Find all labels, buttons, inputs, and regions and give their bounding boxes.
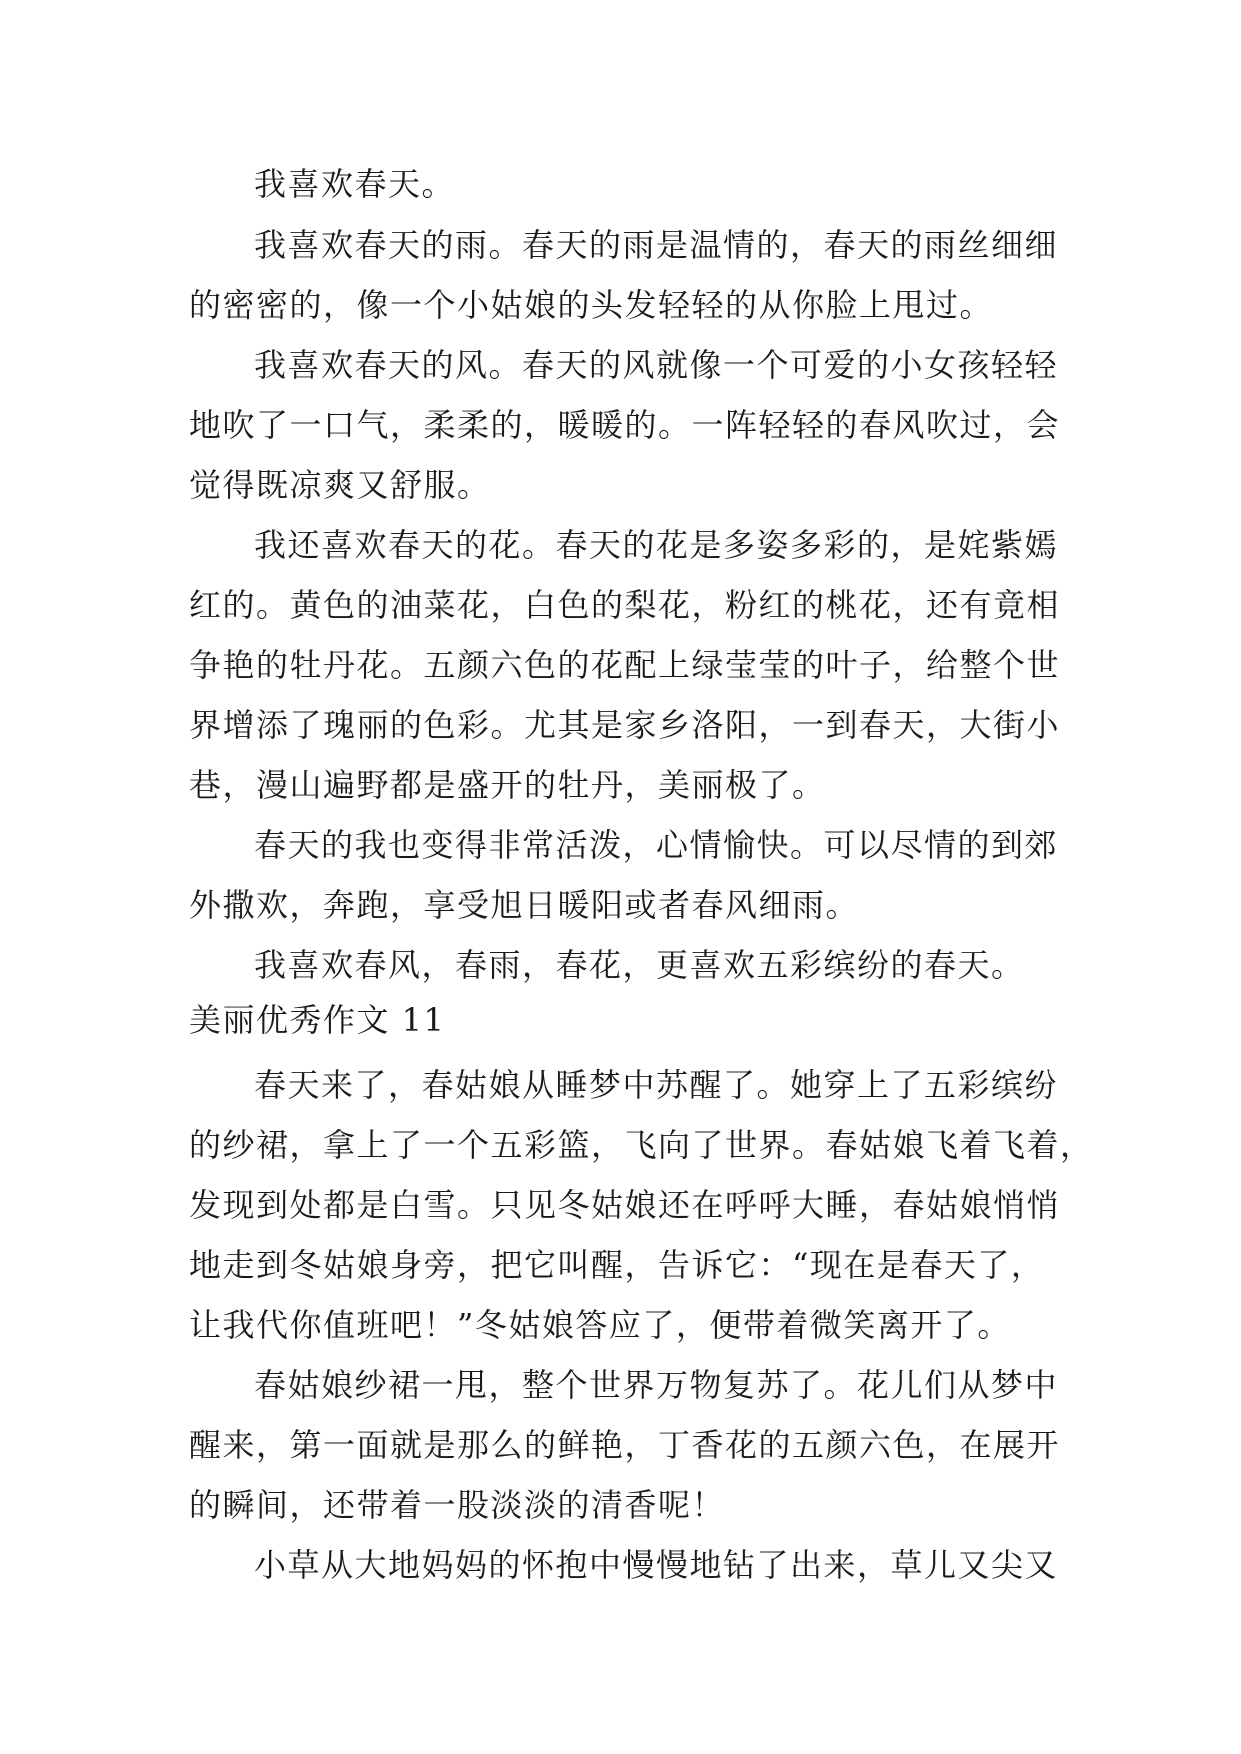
paragraph-line: 春天的我也变得非常活泼，心情愉快。可以尽情的到郊: [254, 826, 1059, 864]
paragraph-line: 界增添了瑰丽的色彩。尤其是家乡洛阳，一到春天，大街小: [189, 706, 1061, 744]
paragraph-line: 巷，漫山遍野都是盛开的牡丹，美丽极了。: [189, 766, 826, 804]
paragraph-line: 让我代你值班吧！”冬姑娘答应了，便带着微笑离开了。: [189, 1306, 1011, 1344]
paragraph-line: 我喜欢春天的风。春天的风就像一个可爱的小女孩轻轻: [254, 346, 1059, 384]
paragraph-line: 的密密的，像一个小姑娘的头发轻轻的从你脸上甩过。: [189, 286, 994, 324]
paragraph-line: 我喜欢春天的雨。春天的雨是温情的，春天的雨丝细细: [254, 226, 1059, 264]
paragraph-line: 的纱裙，拿上了一个五彩篮，飞向了世界。春姑娘飞着飞着，: [189, 1126, 1094, 1164]
paragraph-line: 地吹了一口气，柔柔的，暖暖的。一阵轻轻的春风吹过，会: [189, 406, 1061, 444]
paragraph-line: 的瞬间，还带着一股淡淡的清香呢！: [189, 1486, 726, 1524]
paragraph-line: 红的。黄色的油菜花，白色的梨花，粉红的桃花，还有竟相: [189, 586, 1061, 624]
paragraph-line: 小草从大地妈妈的怀抱中慢慢地钻了出来，草儿又尖又: [254, 1546, 1059, 1584]
paragraph-line: 春天来了，春姑娘从睡梦中苏醒了。她穿上了五彩缤纷: [254, 1066, 1059, 1104]
paragraph-line: 醒来，第一面就是那么的鲜艳，丁香花的五颜六色，在展开: [189, 1426, 1061, 1464]
paragraph-line: 我喜欢春天。: [254, 165, 456, 203]
paragraph-line: 觉得既凉爽又舒服。: [189, 466, 491, 504]
paragraph-line: 发现到处都是白雪。只见冬姑娘还在呼呼大睡，春姑娘悄悄: [189, 1186, 1061, 1224]
section-title: 美丽优秀作文 11: [189, 1001, 446, 1039]
paragraph-line: 我喜欢春风，春雨，春花，更喜欢五彩缤纷的春天。: [254, 946, 1025, 984]
paragraph-line: 争艳的牡丹花。五颜六色的花配上绿莹莹的叶子，给整个世: [189, 646, 1061, 684]
paragraph-line: 地走到冬姑娘身旁，把它叫醒，告诉它：“现在是春天了，: [189, 1246, 1045, 1284]
paragraph-line: 我还喜欢春天的花。春天的花是多姿多彩的，是姹紫嫣: [254, 526, 1059, 564]
paragraph-line: 春姑娘纱裙一甩，整个世界万物复苏了。花儿们从梦中: [254, 1366, 1059, 1404]
paragraph-line: 外撒欢，奔跑，享受旭日暖阳或者春风细雨。: [189, 886, 860, 924]
